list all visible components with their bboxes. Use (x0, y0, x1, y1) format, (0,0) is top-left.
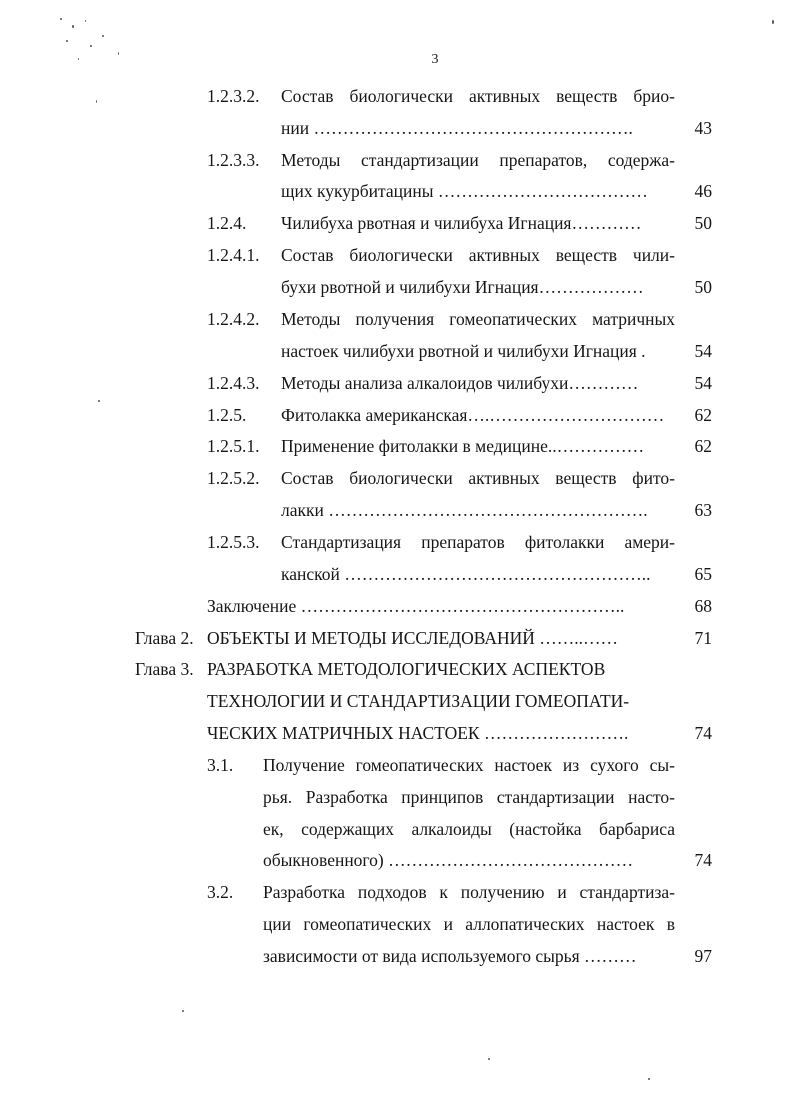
entry-title: Стандартизация препаратов фитолакки амери- (281, 532, 675, 552)
entry-title: Методы анализа алкалоидов чилибухи………… (281, 373, 639, 393)
entry-title: бухи рвотной и чилибухи Игнация……………… (281, 277, 644, 297)
page-number: 3 (431, 52, 439, 67)
entry-title: Методы стандартизации препаратов, содержа- (281, 150, 675, 170)
page-ref: 46 (694, 181, 712, 201)
entry-title: Состав биологически активных веществ чили- (281, 245, 675, 265)
entry-title: Фитолакка американская….………………………… (281, 405, 665, 425)
section-number: 1.2.4. (207, 213, 247, 233)
section-number: 1.2.5.3. (207, 532, 260, 552)
page-ref: 68 (694, 596, 712, 616)
section-number: 1.2.4.2. (207, 309, 260, 329)
entry-title: канской …………………………………………….. (281, 564, 651, 584)
entry-title: РАЗРАБОТКА МЕТОДОЛОГИЧЕСКИХ АСПЕКТОВ (207, 659, 606, 679)
entry-title: нии ………………………………………………. (281, 118, 633, 138)
entry-title: ОБЪЕКТЫ И МЕТОДЫ ИССЛЕДОВАНИЙ ……..…… (207, 628, 619, 648)
entry-title: лакки ………………………………………………. (281, 500, 648, 520)
page-ref: 50 (694, 213, 712, 233)
section-number: 3.2. (207, 882, 234, 902)
entry-title: Методы получения гомеопатических матричных (281, 309, 675, 329)
page-ref: 62 (694, 436, 712, 456)
entry-title: Состав биологически активных веществ фито- (281, 468, 675, 488)
entry-title: Заключение ……………………………………………….. (207, 596, 625, 616)
chapter-number: Глава 2. (135, 628, 194, 648)
entry-title: Состав биологически активных веществ брио- (281, 86, 675, 106)
section-number: 3.1. (207, 755, 234, 775)
page-ref: 54 (694, 341, 712, 361)
page-ref: 54 (694, 373, 712, 393)
page-ref: 74 (694, 723, 712, 743)
page-ref: 43 (694, 118, 712, 138)
section-number: 1.2.3.3. (207, 150, 260, 170)
page-ref: 62 (694, 405, 712, 425)
page-ref: 65 (694, 564, 712, 584)
page-ref: 63 (694, 500, 712, 520)
entry-title: щих кукурбитацины ……………………………… (281, 181, 648, 201)
entry-title: рья. Разработка принципов стандартизации насто- (263, 787, 675, 807)
entry-title: ции гомеопатических и аллопатических настоек в (263, 914, 675, 934)
entry-title: ЧЕСКИХ МАТРИЧНЫХ НАСТОЕК ……………………. (207, 723, 629, 743)
page-ref: 71 (694, 628, 712, 648)
entry-title: зависимости от вида используемого сырья ……… (263, 946, 637, 966)
page-ref: 50 (694, 277, 712, 297)
entry-title: настоек чилибухи рвотной и чилибухи Игнация . (281, 341, 646, 361)
entry-title: Получение гомеопатических настоек из сухого сы- (263, 755, 675, 775)
entry-title: Чилибуха рвотная и чилибуха Игнация………… (281, 213, 642, 233)
section-number: 1.2.4.1. (207, 245, 260, 265)
page-ref: 97 (694, 946, 712, 966)
section-number: 1.2.5. (207, 405, 247, 425)
section-number: 1.2.4.3. (207, 373, 260, 393)
entry-title: Применение фитолакки в медицине..…………… (281, 436, 645, 456)
section-number: 1.2.5.1. (207, 436, 260, 456)
chapter-number: Глава 3. (135, 659, 194, 679)
entry-title: Разработка подходов к получению и стандартиза- (263, 882, 675, 902)
section-number: 1.2.3.2. (207, 86, 260, 106)
entry-title: обыкновенного) …………………………………… (263, 850, 634, 870)
page-ref: 74 (694, 850, 712, 870)
entry-title: ТЕХНОЛОГИИ И СТАНДАРТИЗАЦИИ ГОМЕОПАТИ- (207, 691, 630, 711)
entry-title: ек, содержащих алкалоиды (настойка барбариса (263, 819, 675, 839)
section-number: 1.2.5.2. (207, 468, 260, 488)
